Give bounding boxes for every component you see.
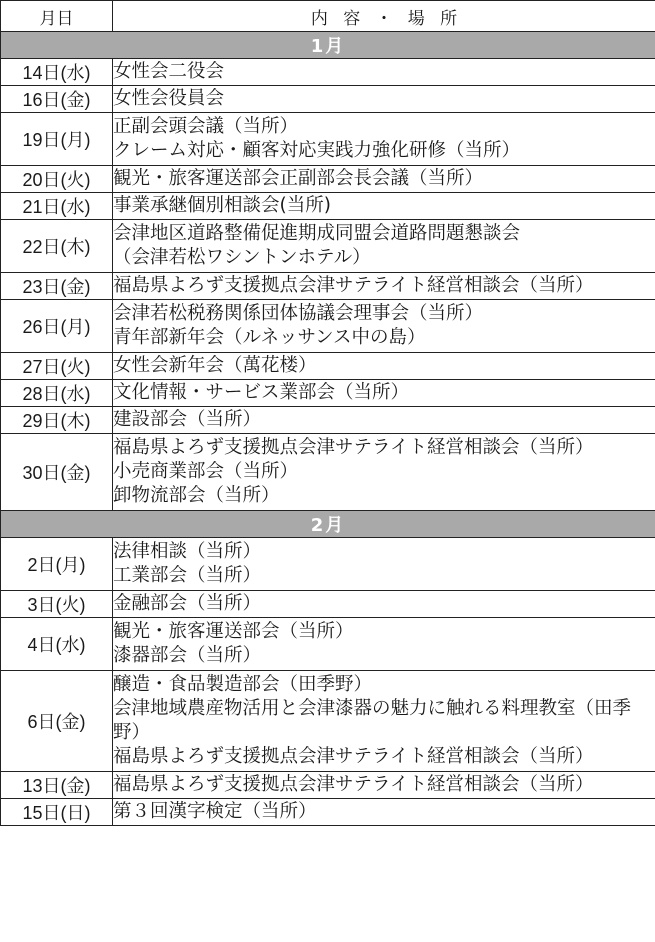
- event-line: 会津地区道路整備促進期成同盟会道路問題懇談会: [113, 223, 521, 244]
- event-content: [113, 618, 655, 671]
- table-row: [1, 671, 655, 772]
- table-row: [1, 273, 655, 300]
- event-line: 女性会役員会: [113, 88, 225, 109]
- table-row: [1, 113, 655, 166]
- event-content: [113, 113, 655, 166]
- event-content: [113, 434, 655, 511]
- table-row: [1, 407, 655, 434]
- header-row: [1, 1, 655, 32]
- event-date: 22日(木): [1, 220, 113, 273]
- event-line: 工業部会（当所）: [113, 565, 262, 586]
- event-line: 漆器部会（当所）: [113, 645, 262, 666]
- event-line: 醸造・食品製造部会（田季野）: [113, 674, 373, 695]
- event-content: [113, 799, 655, 826]
- event-content: [113, 380, 655, 407]
- table-row: [1, 86, 655, 113]
- event-date: 23日(金): [1, 273, 113, 300]
- event-line: 福島県よろず支援拠点会津サテライト経営相談会（当所）: [113, 746, 594, 767]
- event-content: [113, 772, 655, 799]
- event-content: [113, 220, 655, 273]
- event-date: 21日(水): [1, 193, 113, 220]
- table-row: [1, 380, 655, 407]
- table-row: [1, 538, 655, 591]
- table-row: [1, 799, 655, 826]
- event-date: 15日(日): [1, 799, 113, 826]
- month-header-row: [1, 32, 655, 59]
- table-row: [1, 166, 655, 193]
- event-content: [113, 193, 655, 220]
- event-line: 会津地域農産物活用と会津漆器の魅力に触れる料理教室（田季野）: [113, 698, 632, 743]
- event-date: 19日(月): [1, 113, 113, 166]
- event-date: 2日(月): [1, 538, 113, 591]
- month-label: 2月: [1, 511, 655, 538]
- event-content: [113, 166, 655, 193]
- table-row: [1, 591, 655, 618]
- event-line: 卸物流部会（当所）: [113, 485, 280, 506]
- event-date: 27日(火): [1, 353, 113, 380]
- event-date: 3日(火): [1, 591, 113, 618]
- event-content: [113, 353, 655, 380]
- event-line: 福島県よろず支援拠点会津サテライト経営相談会（当所）: [113, 774, 594, 795]
- event-line: 金融部会（当所）: [113, 593, 262, 614]
- event-date: 20日(火): [1, 166, 113, 193]
- event-line: 女性会二役会: [113, 61, 225, 82]
- event-line: （会津若松ワシントンホテル）: [113, 247, 371, 268]
- event-content: [113, 591, 655, 618]
- month-label: 1月: [1, 32, 655, 59]
- table-row: [1, 59, 655, 86]
- event-line: 法律相談（当所）: [113, 541, 262, 562]
- event-date: 29日(木): [1, 407, 113, 434]
- date-column-header: 月日: [1, 1, 113, 32]
- event-content: [113, 671, 655, 772]
- event-content: [113, 86, 655, 113]
- event-date: 30日(金): [1, 434, 113, 511]
- table-row: [1, 300, 655, 353]
- event-content: [113, 59, 655, 86]
- event-content: [113, 300, 655, 353]
- event-line: 会津若松税務関係団体協議会理事会（当所）: [113, 303, 484, 324]
- table-row: [1, 193, 655, 220]
- event-line: 青年部新年会（ルネッサンス中の島）: [113, 327, 426, 348]
- event-date: 16日(金): [1, 86, 113, 113]
- schedule-body: [1, 32, 655, 826]
- event-date: 14日(水): [1, 59, 113, 86]
- event-line: 女性会新年会（萬花楼）: [113, 355, 317, 376]
- event-date: 6日(金): [1, 671, 113, 772]
- event-line: 福島県よろず支援拠点会津サテライト経営相談会（当所）: [113, 275, 594, 296]
- table-row: [1, 618, 655, 671]
- event-date: 28日(水): [1, 380, 113, 407]
- event-line: クレーム対応・顧客対応実践力強化研修（当所）: [113, 140, 521, 161]
- event-content: [113, 407, 655, 434]
- content-column-header: 内容・場所: [113, 1, 655, 32]
- event-line: 観光・旅客運送部会（当所）: [113, 621, 354, 642]
- event-date: 13日(金): [1, 772, 113, 799]
- event-line: 文化情報・サービス業部会（当所）: [113, 382, 410, 403]
- event-date: 26日(月): [1, 300, 113, 353]
- event-line: 正副会頭会議（当所）: [113, 116, 299, 137]
- event-line: 事業承継個別相談会(当所): [113, 195, 331, 216]
- event-line: 観光・旅客運送部会正副部会長会議（当所）: [113, 168, 484, 189]
- event-line: 建設部会（当所）: [113, 409, 262, 430]
- table-row: [1, 772, 655, 799]
- event-content: [113, 538, 655, 591]
- month-header-row: [1, 511, 655, 538]
- table-row: [1, 353, 655, 380]
- event-line: 小売商業部会（当所）: [113, 461, 299, 482]
- table-row: [1, 434, 655, 511]
- event-line: 第３回漢字検定（当所）: [113, 801, 317, 822]
- event-content: [113, 273, 655, 300]
- event-line: 福島県よろず支援拠点会津サテライト経営相談会（当所）: [113, 437, 594, 458]
- table-row: [1, 220, 655, 273]
- event-date: 4日(水): [1, 618, 113, 671]
